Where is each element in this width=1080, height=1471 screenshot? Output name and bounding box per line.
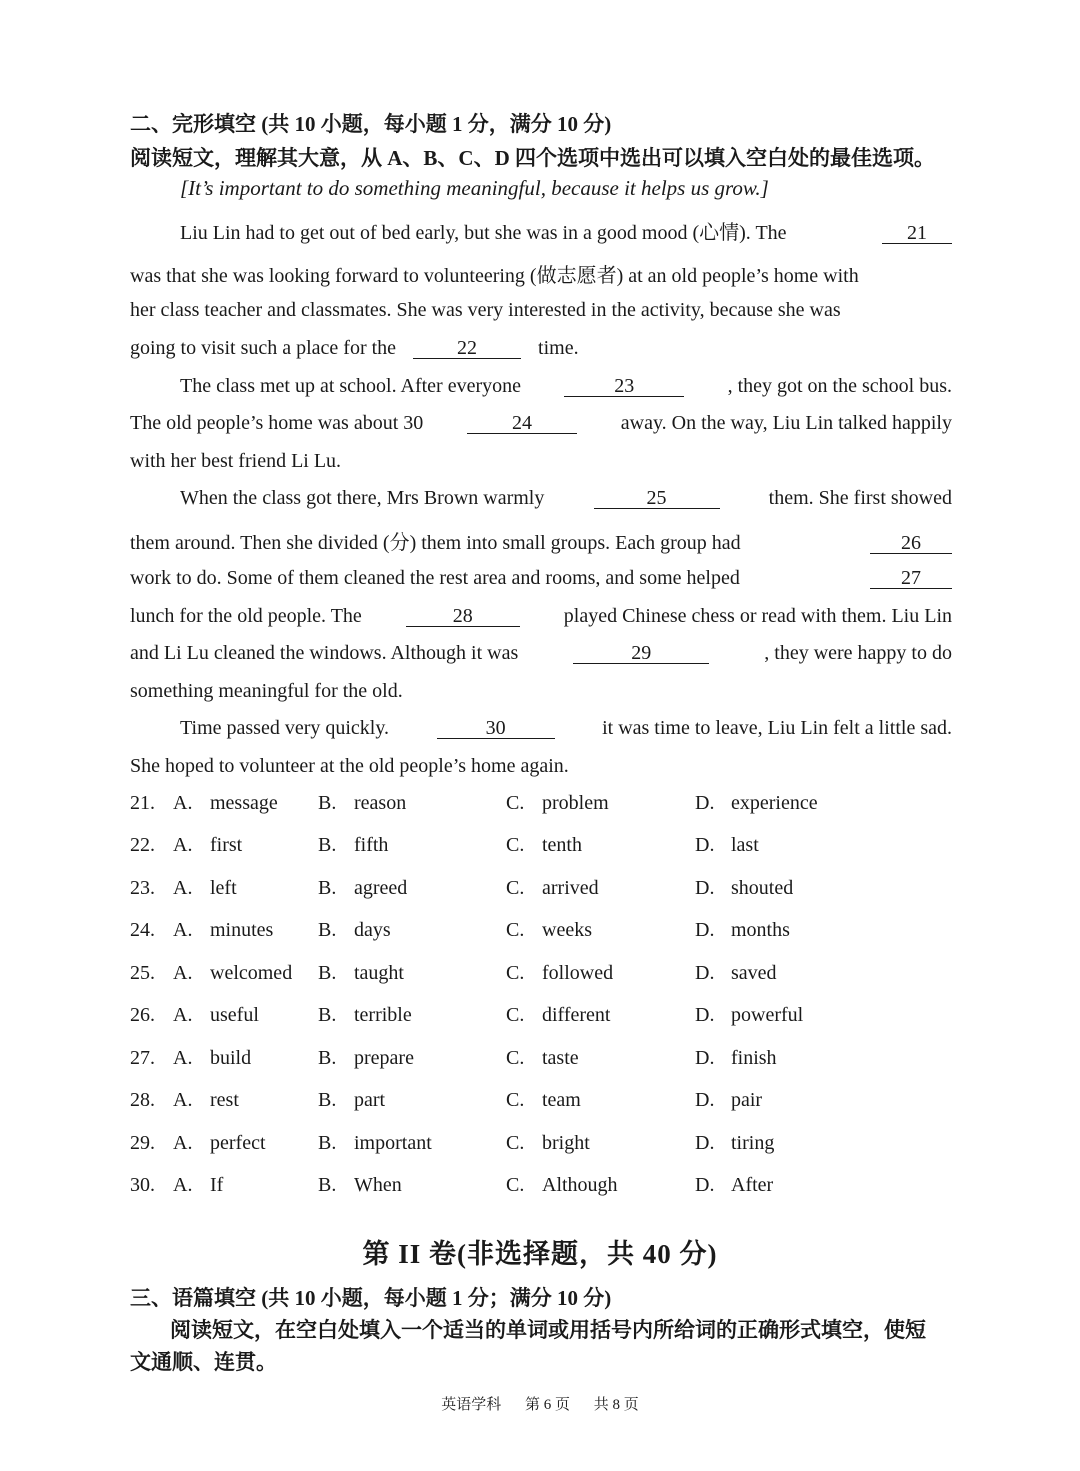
- passage-line: When the class got there, Mrs Brown warmly 25 them. She first showed: [180, 487, 952, 509]
- passage-subtitle: [It’s important to do something meaningful, because it helps us grow.]: [180, 176, 769, 200]
- passage-line: The class met up at school. After everyone 23 , they got on the school bus.: [180, 375, 952, 397]
- passage-line: was that she was looking forward to volunteering (做志愿者) at an old people’s home with: [130, 265, 859, 287]
- option-28-c[interactable]: team: [542, 1089, 581, 1111]
- option-26-c[interactable]: different: [542, 1004, 611, 1026]
- section3-instruction-line2: 文通顺、连贯。: [130, 1350, 277, 1374]
- passage-line: Liu Lin had to get out of bed early, but she was in a good mood (心情). The 21: [180, 216, 952, 245]
- page-footer: [0, 1393, 1080, 1414]
- option-26-b[interactable]: terrible: [354, 1004, 412, 1026]
- option-21-c[interactable]: problem: [542, 792, 609, 814]
- blank-24[interactable]: 24: [467, 413, 577, 434]
- option-22-d[interactable]: last: [731, 834, 759, 856]
- option-row-22: 22. A. first B. fifth C. tenth D. last: [130, 834, 759, 856]
- option-row-28: 28. A. rest B. part C. team D. pair: [130, 1089, 763, 1111]
- passage-line: them around. Then she divided (分) them into small groups. Each group had 26: [130, 526, 952, 555]
- option-row-24: 24. A. minutes B. days C. weeks D. months: [130, 919, 790, 941]
- part2-title: 第 II 卷(非选择题，共 40 分): [362, 1239, 718, 1269]
- blank-26[interactable]: 26: [870, 533, 952, 554]
- passage-line: Time passed very quickly. 30 it was time to leave, Liu Lin felt a little sad.: [180, 717, 952, 739]
- section2-title: 二、完形填空 (共 10 小题，每小题 1 分，满分 10 分): [130, 112, 612, 136]
- option-28-b[interactable]: part: [354, 1089, 386, 1111]
- passage-line: something meaningful for the old.: [130, 680, 403, 702]
- passage-line: lunch for the old people. The 28 played Chinese chess or read with them. Liu Lin: [130, 605, 952, 627]
- blank-23[interactable]: 23: [564, 376, 684, 397]
- passage-line: with her best friend Li Lu.: [130, 450, 342, 472]
- option-22-c[interactable]: tenth: [542, 834, 582, 856]
- option-30-b[interactable]: When: [354, 1174, 402, 1196]
- blank-28[interactable]: 28: [406, 606, 520, 627]
- option-23-a[interactable]: left: [210, 877, 237, 899]
- option-26-a[interactable]: useful: [210, 1004, 259, 1026]
- section2-instruction: 阅读短文，理解其大意，从 A、B、C、D 四个选项中选出可以填入空白处的最佳选项。: [130, 146, 936, 170]
- option-row-25: 25. A. welcomed B. taught C. followed D. saved: [130, 962, 777, 984]
- option-30-c[interactable]: Although: [542, 1174, 618, 1196]
- option-row-23: 23. A. left B. agreed C. arrived D. shouted: [130, 877, 794, 899]
- passage-line: work to do. Some of them cleaned the rest area and rooms, and some helped 27: [130, 567, 952, 590]
- blank-22[interactable]: 22: [413, 338, 521, 359]
- blank-27[interactable]: 27: [870, 568, 952, 589]
- footer-subject: 英语学科: [441, 1397, 502, 1413]
- footer-total-pages: 共 8 页: [593, 1397, 639, 1413]
- passage-line: She hoped to volunteer at the old people’s home again.: [130, 755, 569, 777]
- footer-page-number: 第 6 页: [524, 1397, 570, 1413]
- option-25-d[interactable]: saved: [731, 962, 777, 984]
- blank-25[interactable]: 25: [594, 488, 720, 509]
- option-25-b[interactable]: taught: [354, 962, 404, 984]
- option-29-d[interactable]: tiring: [731, 1132, 775, 1154]
- option-29-b[interactable]: important: [354, 1132, 432, 1154]
- option-24-c[interactable]: weeks: [542, 919, 592, 941]
- option-27-d[interactable]: finish: [731, 1047, 777, 1069]
- passage-line: and Li Lu cleaned the windows. Although it was 29 , they were happy to do: [130, 642, 952, 664]
- option-row-27: 27. A. build B. prepare C. taste D. finish: [130, 1047, 777, 1069]
- option-21-a[interactable]: message: [210, 792, 278, 814]
- blank-21[interactable]: 21: [882, 223, 952, 244]
- option-23-d[interactable]: shouted: [731, 877, 794, 899]
- option-21-b[interactable]: reason: [354, 792, 407, 814]
- option-30-a[interactable]: If: [210, 1174, 224, 1196]
- option-29-c[interactable]: bright: [542, 1132, 590, 1154]
- option-25-c[interactable]: followed: [542, 962, 614, 984]
- option-27-b[interactable]: prepare: [354, 1047, 414, 1069]
- section3-title: 三、语篇填空 (共 10 小题，每小题 1 分；满分 10 分): [130, 1286, 612, 1310]
- passage-line: her class teacher and classmates. She was very interested in the activity, because she was: [130, 299, 841, 321]
- option-21-d[interactable]: experience: [731, 792, 818, 814]
- option-24-a[interactable]: minutes: [210, 919, 274, 941]
- option-26-d[interactable]: powerful: [731, 1004, 804, 1026]
- option-22-b[interactable]: fifth: [354, 834, 389, 856]
- option-row-26: 26. A. useful B. terrible C. different D. powerful: [130, 1004, 804, 1026]
- blank-30[interactable]: 30: [437, 718, 555, 739]
- passage-line: going to visit such a place for the 22 time.: [130, 337, 579, 359]
- option-row-30: 30. A. If B. When C. Although D. After: [130, 1174, 774, 1196]
- blank-29[interactable]: 29: [573, 643, 709, 664]
- option-row-21: 21. A. message B. reason C. problem D. experience: [130, 792, 818, 814]
- option-27-c[interactable]: taste: [542, 1047, 579, 1069]
- passage-line: The old people’s home was about 30 24 away. On the way, Liu Lin talked happily: [130, 412, 952, 434]
- option-23-c[interactable]: arrived: [542, 877, 599, 899]
- option-24-b[interactable]: days: [354, 919, 391, 941]
- option-30-d[interactable]: After: [731, 1174, 774, 1196]
- option-27-a[interactable]: build: [210, 1047, 252, 1069]
- option-28-a[interactable]: rest: [210, 1089, 239, 1111]
- option-28-d[interactable]: pair: [731, 1089, 763, 1111]
- option-25-a[interactable]: welcomed: [210, 962, 293, 984]
- option-row-29: 29. A. perfect B. important C. bright D. tiring: [130, 1132, 775, 1154]
- option-23-b[interactable]: agreed: [354, 877, 408, 899]
- section3-instruction-line1: 阅读短文，在空白处填入一个适当的单词或用括号内所给词的正确形式填空，使短: [170, 1318, 926, 1342]
- option-24-d[interactable]: months: [731, 919, 790, 941]
- option-22-a[interactable]: first: [210, 834, 243, 856]
- option-29-a[interactable]: perfect: [210, 1132, 266, 1154]
